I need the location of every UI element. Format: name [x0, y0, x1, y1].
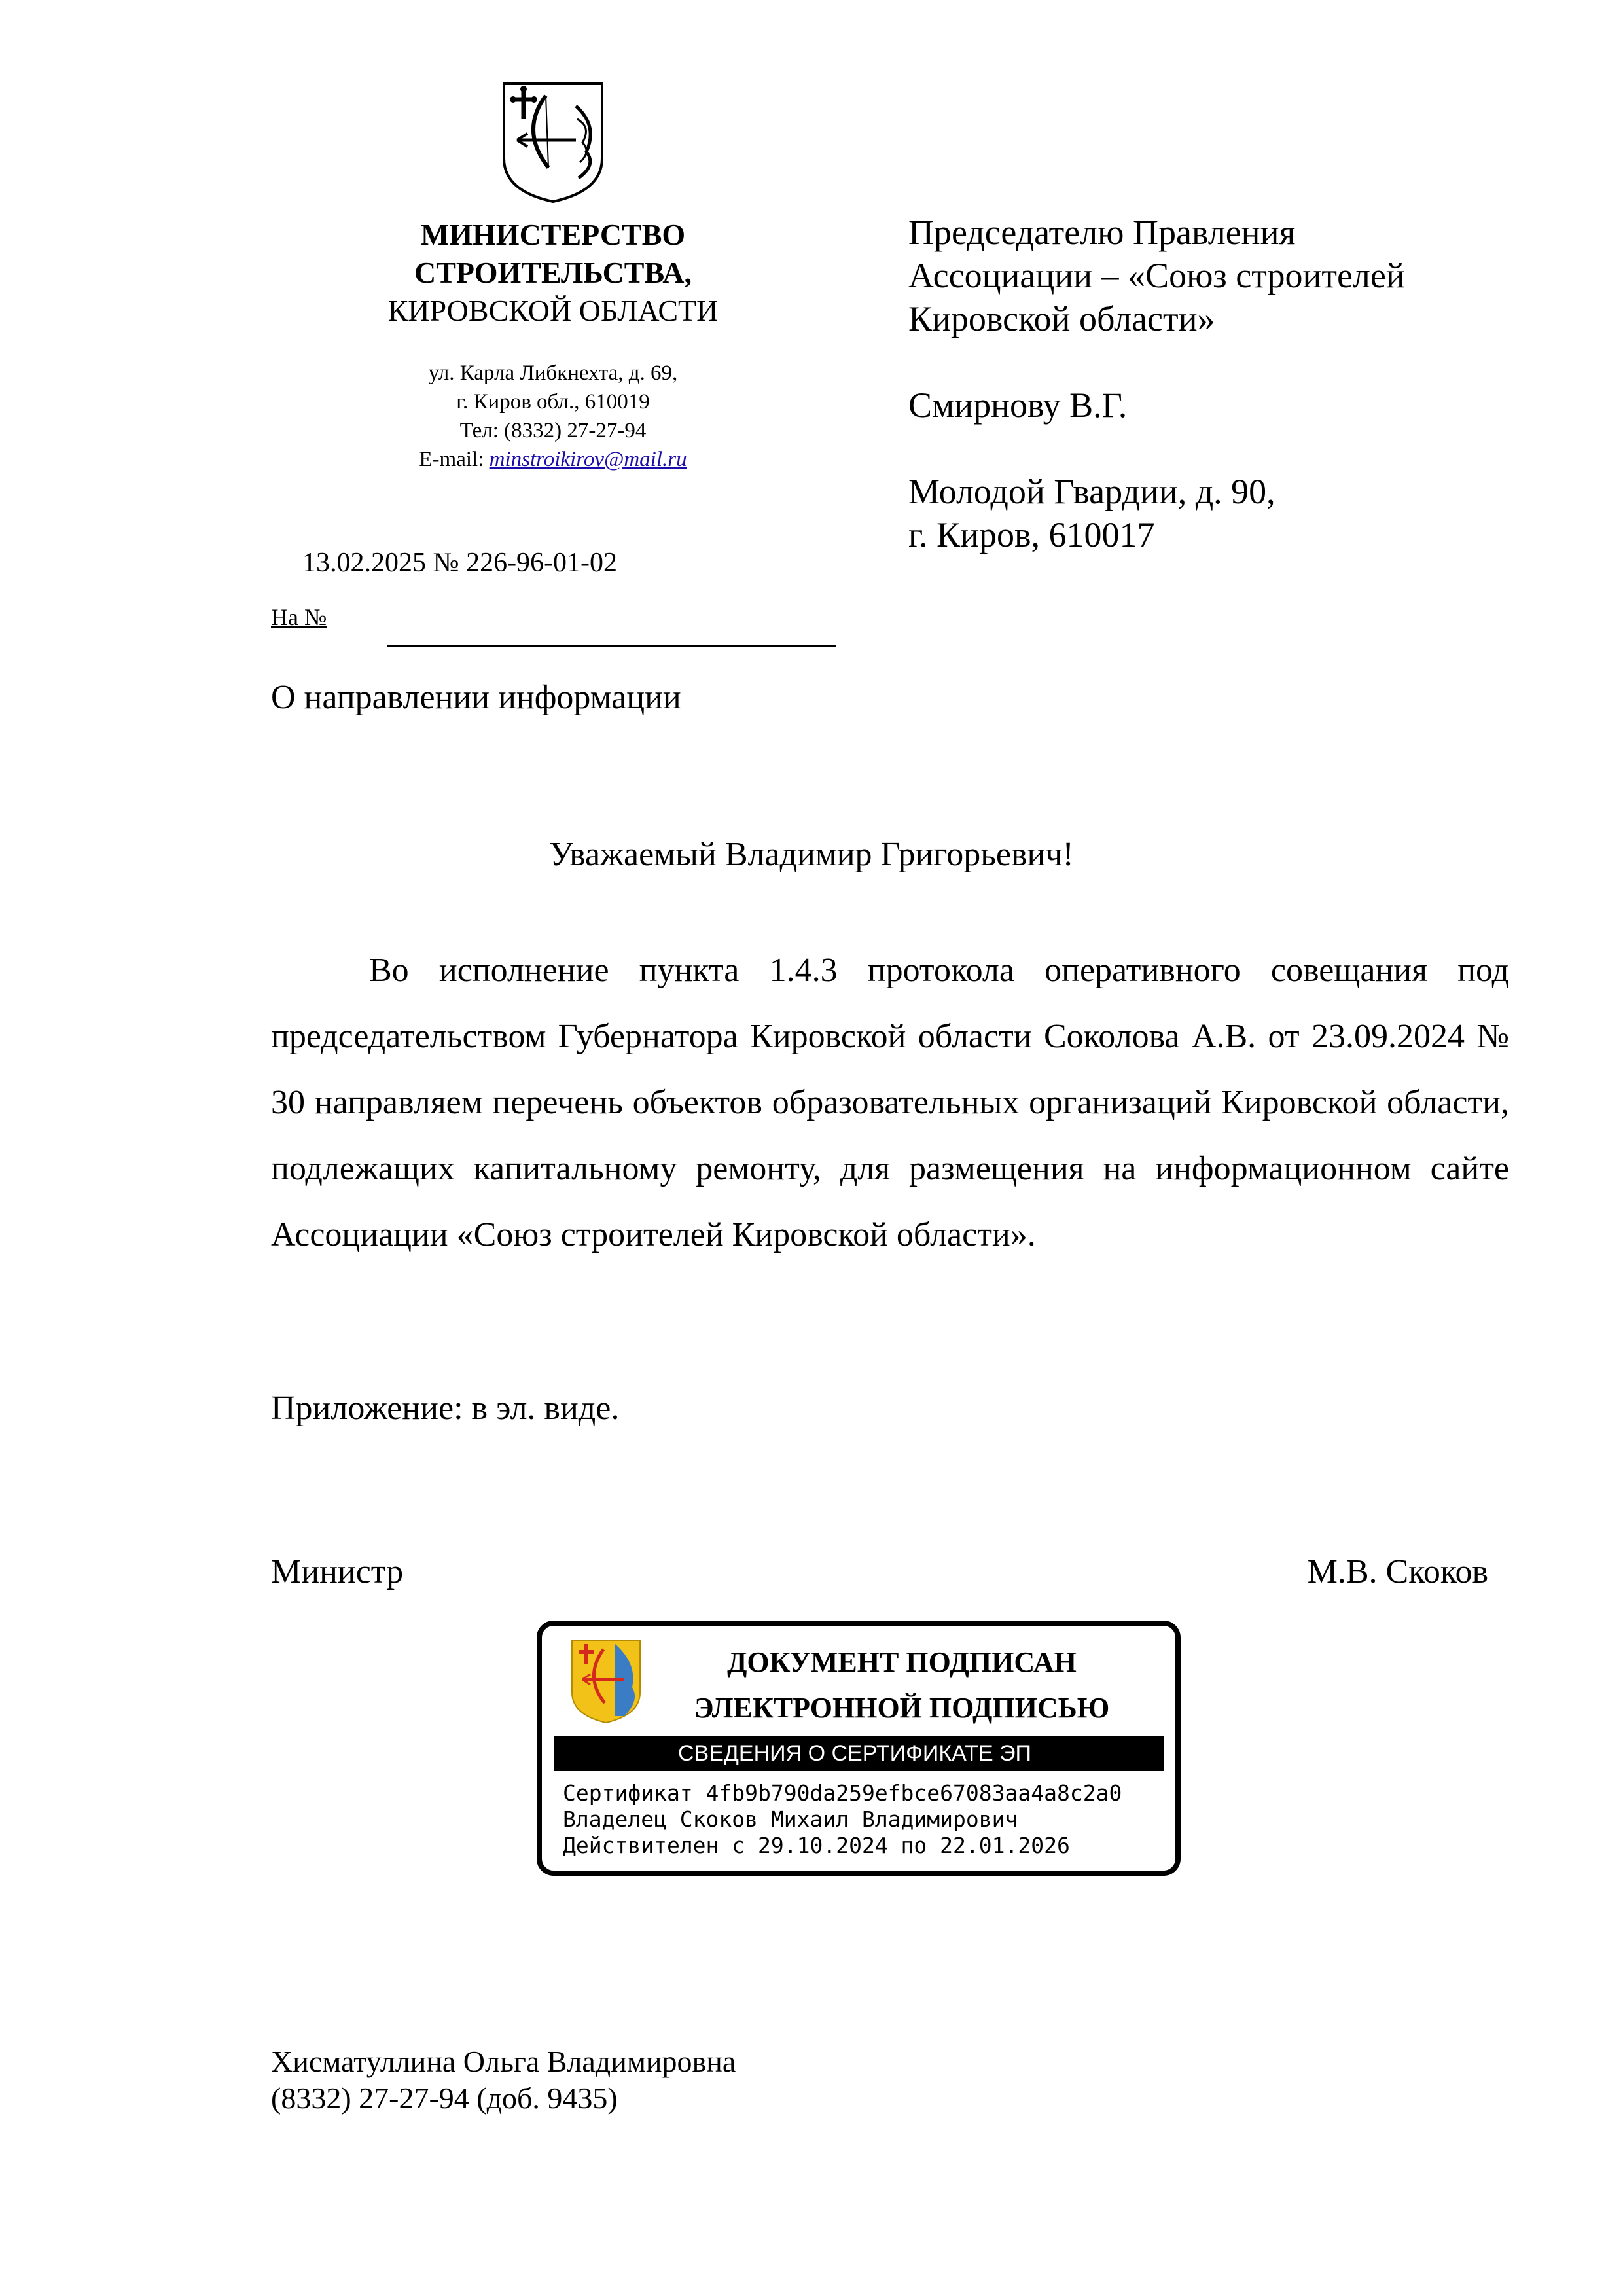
subject-line: О направлении информации	[271, 679, 681, 716]
certificate-validity: Действителен с 29.10.2024 по 22.01.2026	[563, 1833, 1070, 1858]
address-line: ул. Карла Либкнехта, д. 69,	[428, 361, 678, 385]
reply-to-label: На №	[271, 604, 327, 630]
ministry-address	[340, 359, 766, 474]
phone-line: Тел: (8332) 27-27-94	[459, 419, 647, 442]
stamp-certificate-header: СВЕДЕНИЯ О СЕРТИФИКАТЕ ЭП	[554, 1736, 1164, 1771]
letter-body	[271, 937, 1509, 1268]
greeting: Уважаемый Владимир Григорьевич!	[549, 836, 1074, 873]
body-paragraph: Во исполнение пункта 1.4.3 протокола оперативного совещания под председательством Губернатора Кировской области Соколова А.В. от 23.09.2024 № 30 направляем перечень объектов образовательных организаций Кировской области, подлежащих капитальному ремонту, для размещения на информационном сайте Ассоциации «Союз строителей Кировской области».	[271, 952, 1509, 1253]
signer-name: М.В. Скоков	[1307, 1553, 1488, 1590]
recipient-address: г. Киров, 610017	[908, 515, 1155, 554]
recipient-address: Молодой Гвардии, д. 90,	[908, 472, 1275, 511]
ministry-line: СТРОИТЕЛЬСТВА,	[414, 256, 692, 289]
recipient-line: Кировской области»	[908, 299, 1215, 338]
recipient-line: Председателю Правления	[908, 213, 1296, 252]
spacer	[908, 427, 1405, 470]
certificate-owner: Владелец Скоков Михаил Владимирович	[563, 1806, 1018, 1832]
ministry-name	[340, 216, 766, 330]
email-label: E-mail:	[419, 448, 490, 471]
outgoing-number: 13.02.2025 № 226-96-01-02	[302, 548, 618, 578]
signer-position: Министр	[271, 1553, 404, 1590]
executor-name: Хисматуллина Ольга Владимировна	[271, 2045, 736, 2078]
certificate-id: Сертификат 4fb9b790da259efbce67083aa4a8c2a0	[563, 1780, 1122, 1806]
executor-phone: (8332) 27-27-94 (доб. 9435)	[271, 2081, 618, 2115]
stamp-title: ДОКУМЕНТ ПОДПИСАН	[727, 1646, 1077, 1678]
email-link[interactable]: minstroikirov@mail.ru	[489, 448, 687, 471]
coat-of-arms-color-icon	[569, 1638, 643, 1725]
email-line	[340, 445, 766, 474]
recipient-name: Смирнову В.Г.	[908, 386, 1128, 425]
ministry-line: МИНИСТЕРСТВО	[420, 218, 686, 251]
recipient-line: Ассоциации – «Союз строителей	[908, 256, 1405, 295]
spacer	[908, 340, 1405, 384]
executor-block	[271, 2043, 736, 2117]
stamp-certificate-details	[563, 1780, 1122, 1859]
appendix-note: Приложение: в эл. виде.	[271, 1390, 620, 1427]
recipient-block	[908, 211, 1405, 556]
stamp-title: ЭЛЕКТРОННОЙ ПОДПИСЬЮ	[694, 1692, 1110, 1724]
reply-to-field-line	[387, 645, 836, 647]
electronic-signature-stamp	[537, 1621, 1181, 1876]
coat-of-arms-icon	[500, 80, 606, 206]
ministry-line: КИРОВСКОЙ ОБЛАСТИ	[387, 294, 719, 327]
address-line: г. Киров обл., 610019	[456, 390, 650, 414]
